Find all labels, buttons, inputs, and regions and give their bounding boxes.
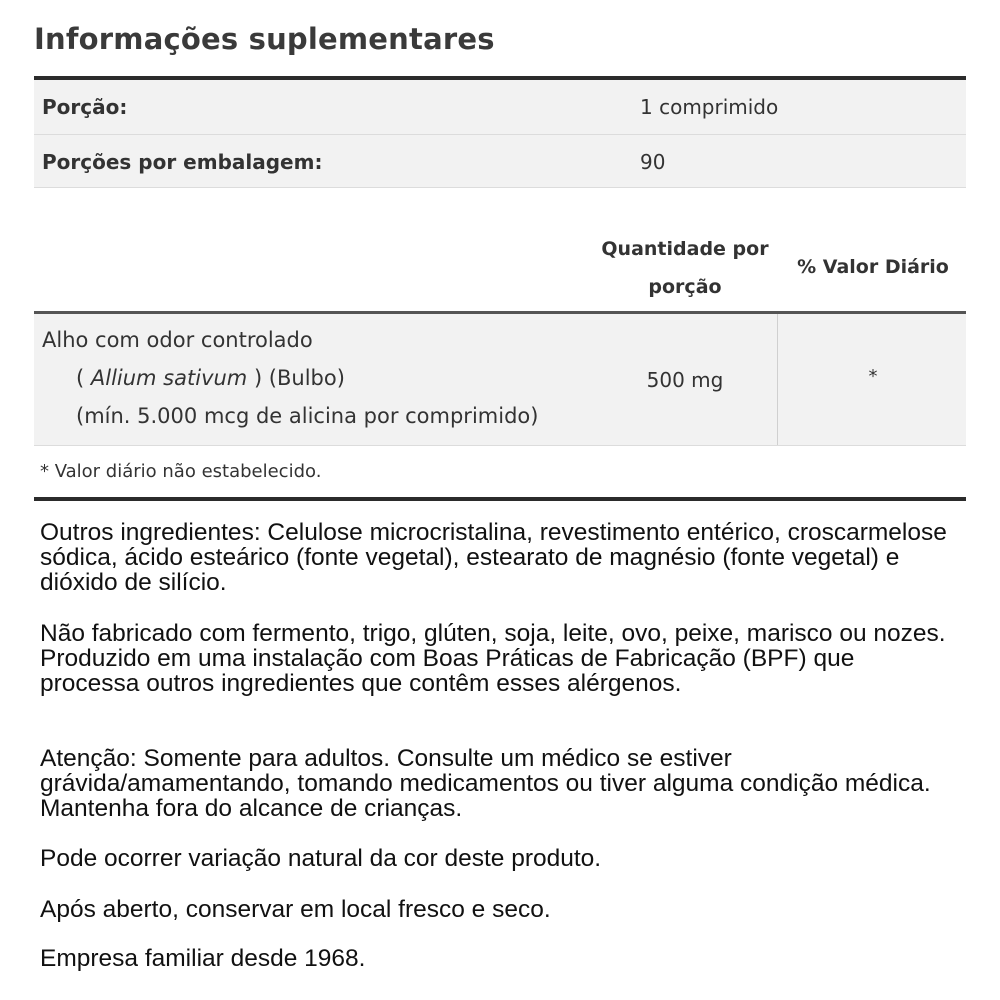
latin-open: (: [76, 366, 91, 390]
serving-size-row: [34, 80, 966, 135]
color-note-text: Pode ocorrer variação natural da cor deste produto.: [40, 845, 602, 872]
bottom-rule: [34, 497, 966, 501]
daily-value-header: % Valor Diário: [797, 256, 949, 278]
storage-text: Após aberto, conservar em local fresco e seco.: [40, 896, 551, 923]
servings-per-container-row: [34, 135, 966, 188]
ingredient-note: (mín. 5.000 mcg de alicina por comprimido): [76, 404, 539, 428]
allergens-text: Não fabricado com fermento, trigo, glúten, soja, leite, ovo, peixe, marisco ou nozes. Produzido em uma instalação com Boas Práticas de Fabricação (BPF) que processa outros ingredientes que contêm esses alérgenos.: [40, 620, 946, 697]
page-title: Informações suplementares: [34, 22, 495, 56]
ingredient-latin: [76, 366, 345, 390]
ingredient-daily-value: *: [868, 366, 878, 387]
company-text: Empresa familiar desde 1968.: [40, 945, 366, 972]
ingredient-name: Alho com odor controlado: [42, 328, 313, 352]
amount-per-serving-header: [590, 230, 780, 306]
footnote: * Valor diário não estabelecido.: [40, 461, 322, 482]
servings-per-container-value: 90: [640, 150, 666, 174]
ingredient-amount: 500 mg: [646, 368, 724, 392]
serving-size-value: 1 comprimido: [640, 95, 779, 119]
latin-close: ) (Bulbo): [247, 366, 345, 390]
amount-header-line1: Quantidade por: [601, 238, 769, 260]
warning-text: Atenção: Somente para adultos. Consulte um médico se estiver grávida/amamentando, tomando medicamentos ou tiver alguma condição médica. Mantenha fora do alcance de crianças.: [40, 745, 931, 822]
other-ingredients-text: Outros ingredientes: Celulose microcristalina, revestimento entérico, croscarmelose sódica, ácido esteárico (fonte vegetal), estearato de magnésio (fonte vegetal) e dióxido de silício.: [40, 519, 947, 596]
latin-name: Allium sativum: [90, 366, 248, 390]
servings-per-container-label: Porções por embalagem:: [42, 150, 323, 174]
amount-header-line2: porção: [648, 276, 722, 298]
serving-size-label: Porção:: [42, 95, 128, 119]
